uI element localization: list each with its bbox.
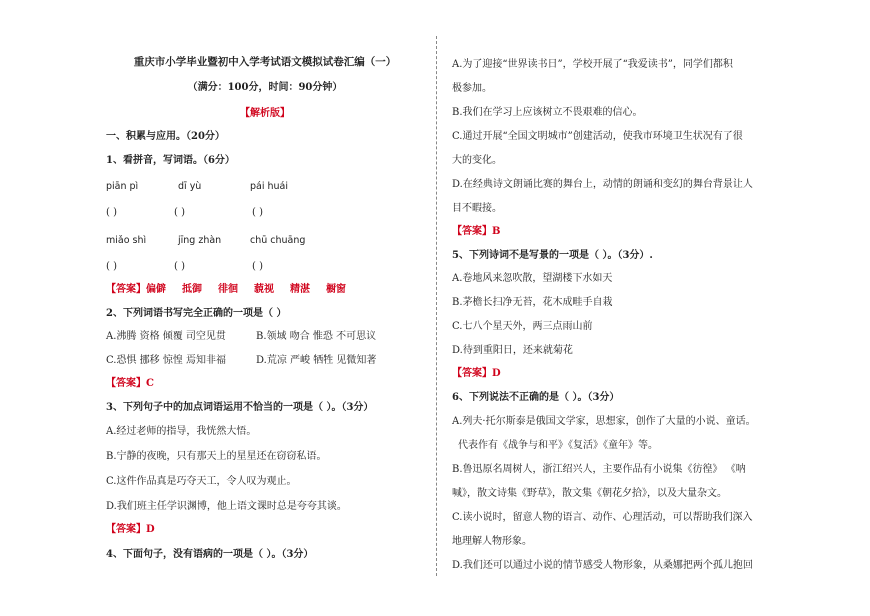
option-d: D.在经典诗文朗诵比赛的舞台上，动情的朗诵和变幻的舞台背景让人 (452, 179, 753, 190)
q3-answer: 【答案】D (106, 524, 155, 535)
option-d-cont: 目不暇接。 (452, 203, 502, 214)
option-c: C.读小说时，留意人物的语言、动作、心理活动，可以帮助我们深入 (452, 512, 753, 523)
section-heading: 一、积累与应用。（20分） (106, 131, 225, 142)
option-c-cont: 地理解人物形象。 (452, 536, 532, 547)
version-label: 【解析版】 (240, 108, 290, 119)
option-b: B.领域 吻合 惟恐 不可思议 (256, 331, 377, 342)
answer-word: 藐视 (254, 284, 274, 295)
question-4: 4、下面句子，没有语病的一项是（ ）。（3分） (106, 549, 314, 560)
exam-title: 重庆市小学毕业暨初中入学考试语文模拟试卷汇编（一） (133, 56, 397, 68)
pinyin: miǎo shì (106, 235, 147, 246)
column-divider (436, 36, 437, 576)
option-c: C.七八个星天外，两三点雨山前 (452, 321, 593, 332)
pinyin: piān pì (106, 181, 139, 192)
pinyin: dī yù (178, 181, 202, 192)
q2-answer: 【答案】C (106, 378, 154, 389)
option-a: A.卷地风来忽吹散，望湖楼下水如天 (452, 273, 613, 284)
option-b: B.鲁迅原名周树人，浙江绍兴人，主要作品有小说集《彷徨》 《呐 (452, 464, 746, 475)
pinyin: jīng zhàn (178, 235, 222, 246)
question-1: 1、看拼音，写词语。（6分） (106, 155, 235, 166)
answer-blank: ( ) (174, 261, 185, 272)
q5-answer: 【答案】D (452, 368, 501, 379)
pinyin: chū chuāng (250, 235, 306, 246)
question-2: 2、下列词语书写完全正确的一项是（ ） (106, 308, 287, 319)
option-b: B.宁静的夜晚，只有那天上的星星还在窃窃私语。 (106, 451, 327, 462)
answer-word: 徘徊 (218, 284, 238, 295)
left-column (106, 0, 424, 616)
answer-label: 【答案】 (106, 284, 146, 295)
answer-blank: ( ) (106, 207, 117, 218)
option-c: C.通过开展“全国文明城市”创建活动，使我市环境卫生状况有了很 (452, 131, 743, 142)
option-a-cont: 极参加。 (452, 83, 492, 94)
answer-word: 抵御 (182, 284, 202, 295)
option-a: A.经过老师的指导，我恍然大悟。 (106, 426, 257, 437)
option-a-cont: 代表作有《战争与和平》《复活》《童年》等。 (458, 440, 658, 451)
option-c: C.恐惧 挪移 惊惶 焉知非福 (106, 355, 227, 366)
answer-blank: ( ) (252, 261, 263, 272)
option-c-cont: 大的变化。 (452, 155, 502, 166)
q4-answer: 【答案】B (452, 226, 501, 237)
exam-subtitle: （满分：100分，时间：90分钟） (187, 82, 343, 93)
option-a: A.为了迎接“世界读书日”，学校开展了“我爱读书”，同学们都积 (452, 59, 733, 70)
answer-word: 橱窗 (326, 284, 346, 295)
pinyin: pái huái (250, 181, 289, 192)
question-3: 3、下列句子中的加点词语运用不恰当的一项是（ ）。（3分） (106, 402, 374, 413)
right-column (452, 0, 772, 616)
answer-blank: ( ) (106, 261, 117, 272)
option-b: B.我们在学习上应该树立不畏艰难的信心。 (452, 107, 643, 118)
option-d: D.待到重阳日，还来就菊花 (452, 345, 573, 356)
option-a: A.沸腾 资格 倾覆 司空见贯 (106, 331, 226, 342)
option-b-cont: 喊》，散文诗集《野草》，散文集《朝花夕拾》，以及大量杂文。 (452, 488, 727, 499)
answer-word: 精湛 (290, 284, 310, 295)
option-a: A.列夫·托尔斯泰是俄国文学家，思想家，创作了大量的小说、童话。 (452, 416, 756, 427)
option-d: D.荒凉 严峻 牺牲 见微知著 (256, 355, 377, 366)
answer-blank: ( ) (252, 207, 263, 218)
answer-blank: ( ) (174, 207, 185, 218)
option-b: B.茅檐长扫净无苔，花木成畦手自栽 (452, 297, 613, 308)
option-d: D.我们还可以通过小说的情节感受人物形象，从桑娜把两个孤儿抱回 (452, 560, 753, 571)
option-c: C.这件作品真是巧夺天工，令人叹为观止。 (106, 476, 297, 487)
question-5: 5、下列诗词不是写景的一项是（ ）。（3分）. (452, 250, 653, 261)
q1-answer (106, 284, 362, 296)
question-6: 6、下列说法不正确的是（ ）。（3分） (452, 392, 620, 403)
answer-word: 偏僻 (146, 284, 166, 295)
option-d: D.我们班主任学识渊博，他上语文课时总是夸夸其谈。 (106, 501, 347, 512)
